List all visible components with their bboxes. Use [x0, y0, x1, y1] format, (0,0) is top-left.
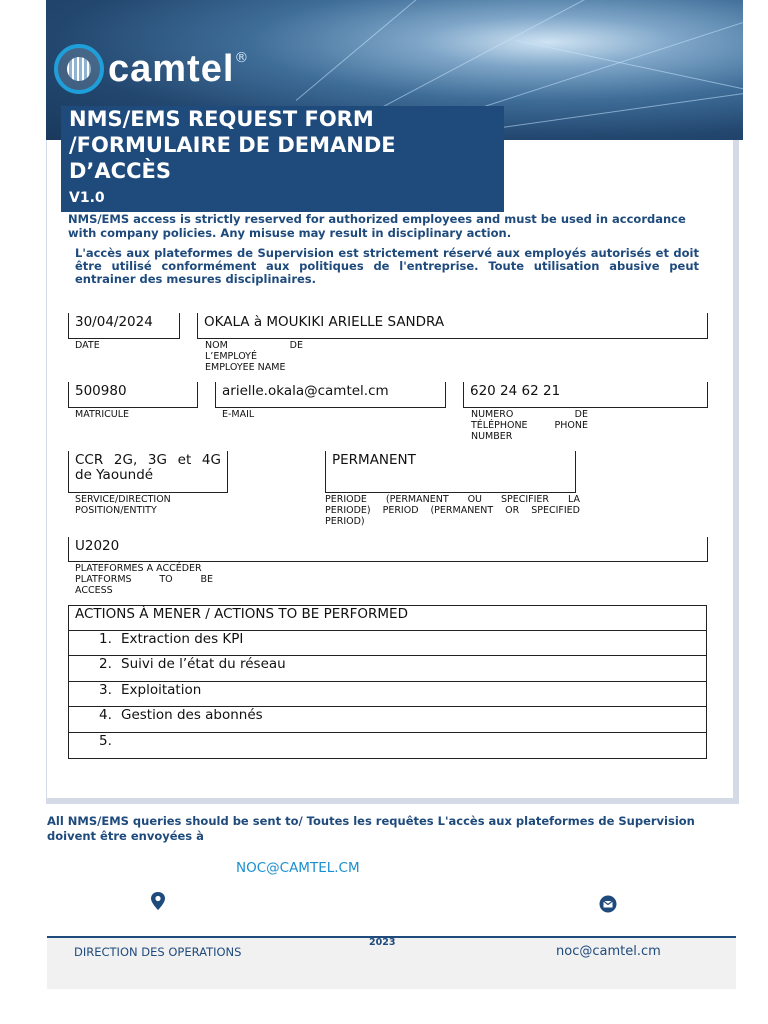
action-text: Extraction des KPI — [121, 631, 244, 647]
employee-name-value: OKALA à MOUKIKI ARIELLE SANDRA — [204, 314, 445, 330]
action-number: 2. — [99, 656, 112, 673]
action-number: 5. — [99, 732, 112, 749]
date-value: 30/04/2024 — [75, 314, 153, 330]
action-row[interactable] — [69, 631, 706, 656]
version-label: V1.0 — [69, 190, 105, 206]
employee-name-label-line: NOM DE — [205, 340, 303, 351]
mail-icon — [599, 895, 617, 913]
actions-header: ACTIONS À MENER / ACTIONS TO BE PERFORMED — [69, 606, 706, 631]
employee-name-label — [205, 340, 303, 373]
period-label-line: PERIOD) — [325, 516, 365, 527]
service-field[interactable] — [68, 451, 228, 493]
platforms-value: U2020 — [75, 538, 120, 554]
action-row[interactable] — [69, 707, 706, 732]
platforms-label-line: PLATEFORMES A ACCÉDER — [75, 563, 202, 574]
action-number: 4. — [99, 707, 112, 724]
notice-french: L'accès aux plateformes de Supervision est strictement réservé aux employés autorisés et doit être utilisé conformément aux politiques de l'entreprise. Toute utilisation abusive peut entrainer des mesures disciplinaires. — [75, 246, 699, 286]
employee-name-label-line: L’EMPLOYÉ — [205, 351, 257, 362]
matricule-value: 500980 — [75, 383, 127, 399]
action-number: 1. — [99, 631, 112, 647]
email-field[interactable] — [215, 382, 446, 408]
period-label-line: PERIODE) PERIOD (PERMANENT OR SPECIFIED — [325, 505, 580, 516]
period-value: PERMANENT — [332, 452, 416, 468]
phone-value: 620 24 62 21 — [470, 383, 561, 399]
platforms-label-line: PLATFORMS TO BE — [75, 574, 213, 585]
email-label: E-MAIL — [222, 409, 255, 420]
date-field[interactable] — [68, 313, 180, 339]
phone-label — [471, 409, 588, 442]
globe-icon — [54, 44, 104, 94]
action-row[interactable] — [69, 733, 706, 758]
platforms-field[interactable] — [68, 537, 708, 562]
banner-ray — [296, 0, 526, 101]
service-value-line: de Yaoundé — [75, 467, 154, 483]
banner-ray — [466, 79, 743, 133]
matricule-field[interactable] — [68, 382, 198, 408]
action-text: Suivi de l’état du réseau — [121, 656, 286, 673]
footer-contact-email[interactable]: noc@camtel.cm — [556, 944, 661, 959]
phone-label-line: NUMERO DE — [471, 409, 588, 420]
service-label-line: POSITION/ENTITY — [75, 505, 157, 516]
registered-mark: ® — [234, 50, 249, 66]
platforms-label-line: ACCESS — [75, 585, 113, 596]
action-text: Exploitation — [121, 681, 202, 698]
phone-label-line: NUMBER — [471, 431, 513, 442]
footer-note: All NMS/EMS queries should be sent to/ Toutes les requêtes L'accès aux plateformes de Supervision doivent être envoyées à — [47, 814, 695, 843]
service-value-line: CCR 2G, 3G et 4G — [75, 452, 221, 468]
phone-field[interactable] — [463, 382, 708, 408]
action-row[interactable] — [69, 656, 706, 681]
action-text: Gestion des abonnés — [121, 707, 263, 724]
employee-name-field[interactable] — [197, 313, 708, 339]
platforms-label — [75, 563, 213, 596]
employee-name-label-line: EMPLOYEE NAME — [205, 362, 286, 373]
period-label — [325, 494, 580, 527]
phone-label-line: TÉLÉPHONE PHONE — [471, 420, 588, 431]
actions-table — [68, 605, 707, 759]
service-label-line: SERVICE/DIRECTION — [75, 494, 171, 505]
page-title: NMS/EMS REQUEST FORM /FORMULAIRE DE DEMANDE D’ACCÈS — [69, 107, 396, 183]
email-value: arielle.okala@camtel.cm — [222, 383, 389, 399]
date-label: DATE — [75, 340, 100, 351]
camtel-logo — [54, 44, 248, 94]
notice-english: NMS/EMS access is strictly reserved for authorized employees and must be used in accordance with company policies. Any misuse may result in disciplinary action. — [68, 212, 686, 240]
noc-email-link[interactable]: NOC@CAMTEL.CM — [236, 860, 360, 876]
period-field[interactable] — [325, 451, 576, 493]
action-row[interactable] — [69, 682, 706, 707]
matricule-label: MATRICULE — [75, 409, 130, 420]
banner-ray — [376, 0, 743, 111]
action-number: 3. — [99, 681, 112, 698]
map-pin-icon — [149, 891, 167, 911]
footer-direction: DIRECTION DES OPERATIONS — [74, 945, 242, 959]
service-label — [75, 494, 171, 516]
footer-year: 2023 — [369, 937, 396, 948]
period-label-line: PERIODE (PERMANENT OU SPECIFIER LA — [325, 494, 580, 505]
logo-text: camtel — [108, 47, 235, 90]
